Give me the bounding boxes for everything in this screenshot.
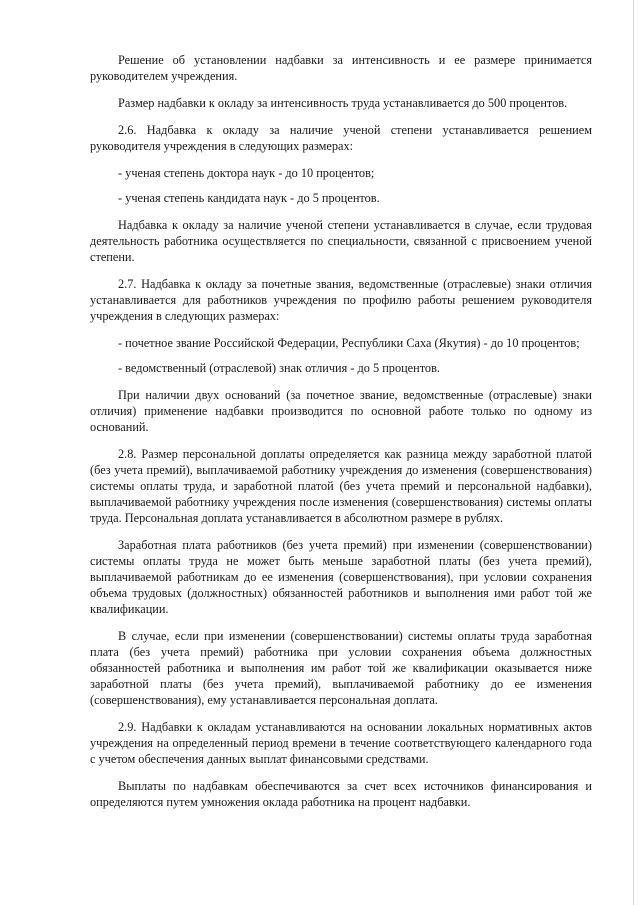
list-item-doctor-degree: - ученая степень доктора наук - до 10 процентов;: [118, 166, 375, 180]
paragraph-two-grounds: При наличии двух оснований (за почетное звание, ведомственные (отраслевые) знаки отличия) применение надбавки производится по основной работе только по одному из оснований.: [90, 388, 592, 434]
list-item-candidate-degree: - ученая степень кандидата наук - до 5 процентов.: [118, 191, 380, 205]
scan-edge-line: [633, 0, 634, 905]
paragraph-degree-condition: Надбавка к окладу за наличие ученой степени устанавливается в случае, если трудовая деятельность работника осуществляется по специальности, связанной с присвоением ученой степени.: [90, 218, 592, 264]
paragraph-section-2-6: 2.6. Надбавка к окладу за наличие ученой степени устанавливается решением руководителя учреждения в следующих размерах:: [90, 123, 592, 153]
list-item-honorary-title: - почетное звание Российской Федерации, Республики Саха (Якутия) - до 10 процентов;: [118, 336, 580, 350]
paragraph-section-2-7: 2.7. Надбавка к окладу за почетные звания, ведомственные (отраслевые) знаки отличия устанавливается для работников учреждения по профилю работы решением руководителя учреждения в следующих размерах:: [90, 277, 592, 323]
document-body: [90, 52, 592, 821]
paragraph-section-2-8: 2.8. Размер персональной доплаты определяется как разница между заработной платой (без учета премий), выплачиваемой работнику учреждения до изменения (совершенствования) системы оплаты труда, и заработной платой (без учета премий и персональной надбавки), выплачиваемой работнику учреждения после изменения (совершенствования) системы оплаты труда. Персональная доплата устанавливается в абсолютном размере в рублях.: [90, 447, 592, 525]
paragraph-payment-funding: Выплаты по надбавкам обеспечиваются за счет всех источников финансирования и определяются путем умножения оклада работника на процент надбавки.: [90, 779, 592, 809]
paragraph-personal-supplement: В случае, если при изменении (совершенствовании) системы оплаты труда заработная плата (без учета премий) работника при условии сохранения объема должностных обязанностей работника и выполнения им работ той же квалификации оказывается ниже заработной платы (без учета премий), выплачиваемой работнику до ее изменения (совершенствования), ему устанавливается персональная доплата.: [90, 629, 592, 707]
paragraph-intensity-size: Размер надбавки к окладу за интенсивность труда устанавливается до 500 процентов.: [118, 96, 568, 110]
paragraph-section-2-9: 2.9. Надбавки к окладам устанавливаются на основании локальных нормативных актов учреждения на определенный период времени в течение соответствующего календарного года с учетом обеспечения данных выплат финансовыми средствами.: [90, 720, 592, 766]
paragraph-intensity-decision: Решение об установлении надбавки за интенсивность и ее размере принимается руководителем учреждения.: [90, 53, 592, 83]
list-item-departmental-badge: - ведомственный (отраслевой) знак отличия - до 5 процентов.: [118, 361, 440, 375]
paragraph-salary-not-less: Заработная плата работников (без учета премий) при изменении (совершенствовании) системы оплаты труда не может быть меньше заработной платы (без учета премий), выплачиваемой работникам до ее изменения (совершенствования), при условии сохранения объема трудовых (должностных) обязанностей работников и выполнения ими работ той же квалификации.: [90, 538, 592, 616]
